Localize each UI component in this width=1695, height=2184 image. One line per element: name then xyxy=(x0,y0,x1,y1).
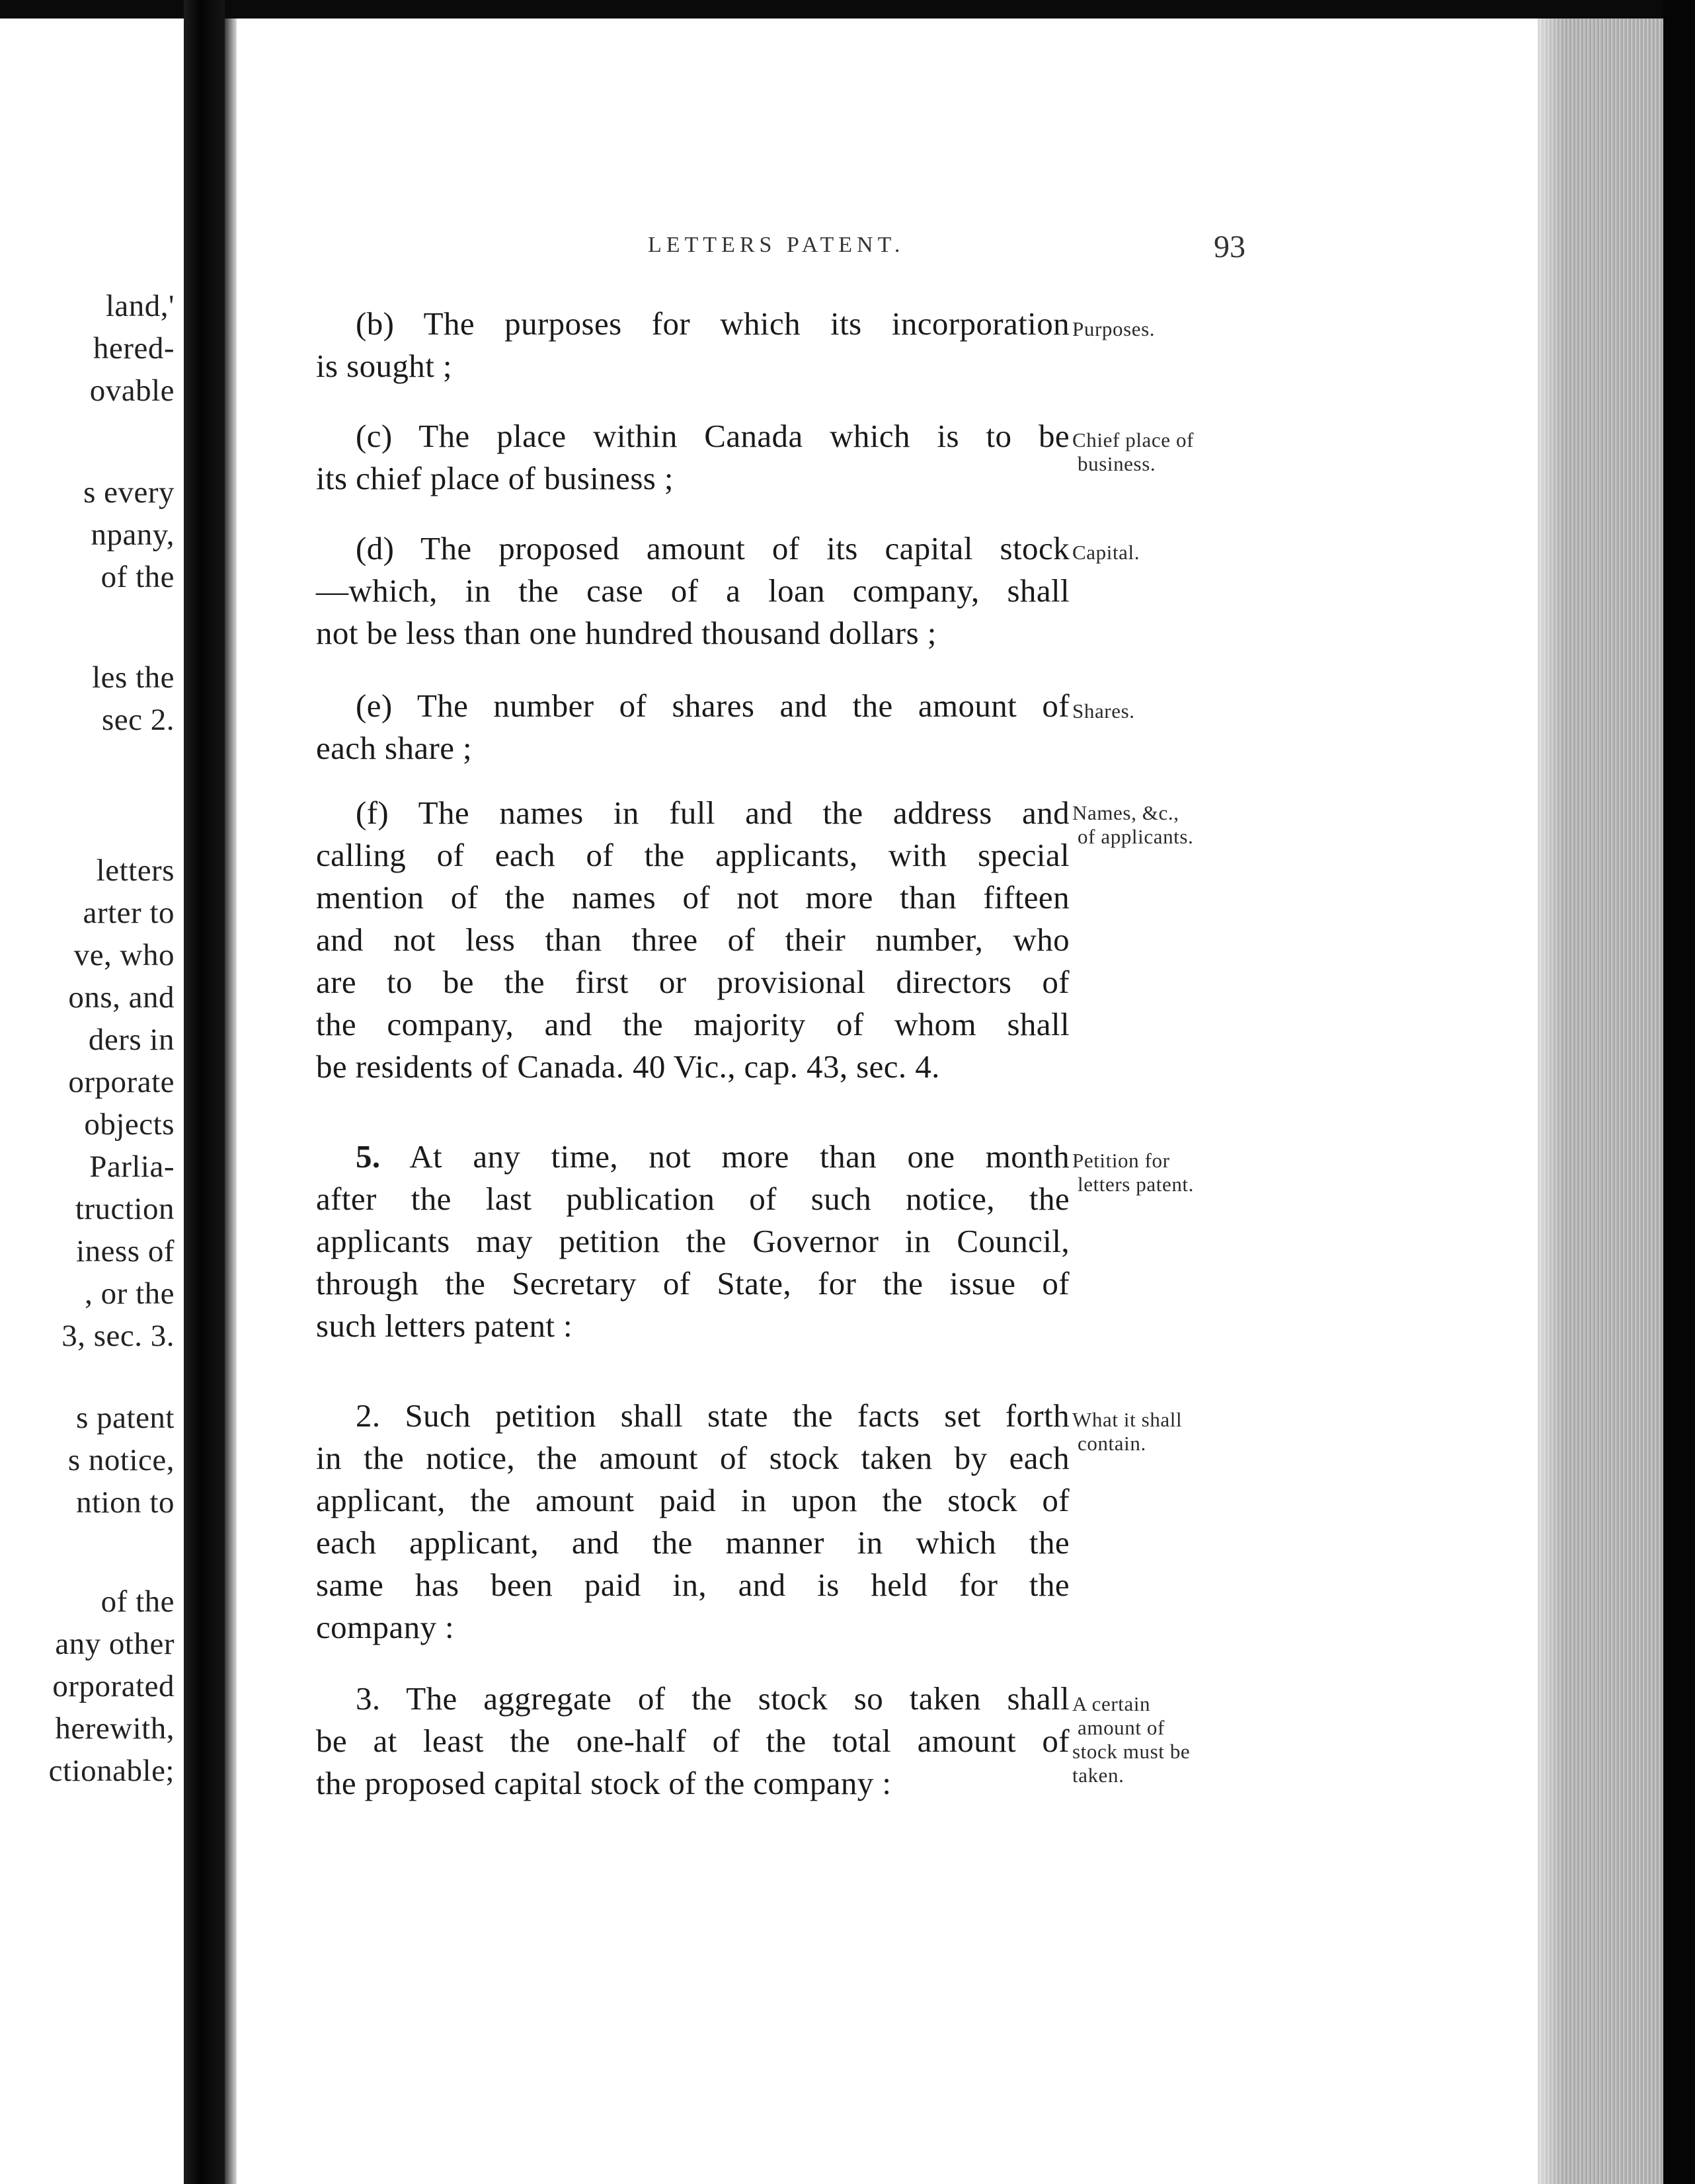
text-line: such letters patent : xyxy=(316,1307,573,1344)
subsection-3 xyxy=(316,1678,1070,1805)
text-line: applicants may petition the Governor in Council, xyxy=(316,1223,1070,1259)
text-line: are to be the first or provisional directors of xyxy=(316,964,1070,1000)
left-page-line: objects xyxy=(84,1107,175,1142)
margin-note-capital xyxy=(1072,541,1264,565)
left-page-fragment xyxy=(0,19,184,2184)
margin-note-line: Names, &c., xyxy=(1072,801,1179,824)
running-head: LETTERS PATENT. xyxy=(648,233,905,257)
margin-note-line: of applicants. xyxy=(1078,825,1194,848)
clause-b xyxy=(316,303,1070,387)
left-page-line: of the xyxy=(100,1584,175,1619)
margin-note-purposes xyxy=(1072,317,1264,341)
text-line: 2. Such petition shall state the facts set forth xyxy=(356,1397,1070,1434)
text-line: (f) The names in full and the address and xyxy=(356,795,1070,831)
margin-note-names xyxy=(1072,801,1264,849)
left-page-line: orporate xyxy=(68,1065,175,1099)
margin-note-line: contain. xyxy=(1078,1432,1146,1455)
margin-note-petition xyxy=(1072,1149,1264,1196)
margin-note-line: A certain xyxy=(1072,1692,1151,1715)
scan-right-border xyxy=(1663,0,1695,2184)
text-line: not be less than one hundred thousand dollars ; xyxy=(316,615,937,651)
margin-note-shares xyxy=(1072,699,1264,723)
text-line: applicant, the amount paid in upon the stock of xyxy=(316,1482,1070,1518)
margin-note-line: amount of xyxy=(1078,1716,1165,1739)
text-line: (b) The purposes for which its incorporation xyxy=(356,305,1070,342)
section-5 xyxy=(316,1136,1070,1347)
text-line: is sought ; xyxy=(316,348,452,384)
left-page-line: 3, sec. 3. xyxy=(61,1319,175,1353)
left-page-line: , or the xyxy=(85,1276,175,1311)
text-line: (e) The number of shares and the amount of xyxy=(356,687,1070,724)
margin-note-chief-place xyxy=(1072,428,1264,476)
margin-note-line: business. xyxy=(1078,452,1156,475)
left-page-line: ntion to xyxy=(76,1485,175,1520)
margin-note-line: Shares. xyxy=(1072,699,1135,722)
left-page-line: s patent xyxy=(76,1401,175,1435)
margin-note-stock-amount xyxy=(1072,1692,1264,1787)
margin-note-line: letters patent. xyxy=(1078,1173,1194,1196)
text-line: its chief place of business ; xyxy=(316,460,674,496)
left-page-line: ve, who xyxy=(73,938,175,972)
left-page-line: orporated xyxy=(52,1669,175,1703)
subsection-2 xyxy=(316,1395,1070,1649)
page-number: 93 xyxy=(1214,229,1245,264)
text-line: each share ; xyxy=(316,730,473,766)
text-line: through the Secretary of State, for the issue of xyxy=(316,1265,1070,1302)
text-line: (c) The place within Canada which is to be xyxy=(356,418,1070,454)
text-line: 3. The aggregate of the stock so taken shall xyxy=(356,1680,1070,1717)
text-line: after the last publication of such notice, the xyxy=(316,1181,1070,1217)
margin-note-line: What it shall xyxy=(1072,1408,1183,1431)
text-line: and not less than three of their number, who xyxy=(316,921,1070,958)
margin-note-line: Capital. xyxy=(1072,541,1140,564)
text-line: be at least the one-half of the total amount of xyxy=(316,1723,1070,1759)
margin-note-line: Purposes. xyxy=(1072,317,1156,340)
margin-note-line: Chief place of xyxy=(1072,428,1194,451)
left-page-line: letters xyxy=(96,853,175,888)
left-page-line: ctionable; xyxy=(48,1754,175,1788)
section-number: 5. xyxy=(356,1138,381,1175)
clause-e xyxy=(316,685,1070,769)
left-page-line: Parlia- xyxy=(89,1150,175,1184)
left-page-line: ovable xyxy=(89,373,175,408)
book-spine-shadow xyxy=(184,0,225,2184)
text-line: be residents of Canada. 40 Vic., cap. 43, sec. 4. xyxy=(316,1048,940,1085)
left-page-line: truction xyxy=(75,1192,175,1226)
text-line: company : xyxy=(316,1609,455,1645)
left-page-line: ders in xyxy=(88,1023,175,1057)
left-page-line: land,' xyxy=(105,289,175,323)
left-page-line: s notice, xyxy=(67,1443,175,1477)
margin-note-line: taken. xyxy=(1072,1764,1124,1787)
clause-d xyxy=(316,527,1070,654)
left-page-line: les the xyxy=(92,660,175,695)
left-page-line: ons, and xyxy=(68,980,175,1015)
left-page-line: npany, xyxy=(91,518,175,552)
left-page-line: sec 2. xyxy=(101,703,175,737)
left-page-line: any other xyxy=(55,1627,175,1661)
scan-top-border xyxy=(0,0,1695,19)
margin-note-line: Petition for xyxy=(1072,1149,1170,1172)
left-page-line: arter to xyxy=(83,896,175,930)
left-page-line: herewith, xyxy=(55,1711,175,1746)
page-edges-shade xyxy=(1538,19,1564,2184)
text-line: the proposed capital stock of the company : xyxy=(316,1765,892,1801)
clause-c xyxy=(316,415,1070,500)
text-line: calling of each of the applicants, with special xyxy=(316,837,1070,873)
text-line xyxy=(316,1136,1070,1178)
book-gutter xyxy=(225,19,237,2184)
text-line: in the notice, the amount of stock taken by each xyxy=(316,1440,1070,1476)
text-line: same has been paid in, and is held for the xyxy=(316,1567,1070,1603)
text-line: —which, in the case of a loan company, shall xyxy=(316,572,1070,609)
margin-note-line: stock must be xyxy=(1072,1740,1191,1763)
margin-note-contents xyxy=(1072,1408,1264,1456)
text-line: each applicant, and the manner in which the xyxy=(316,1524,1070,1561)
left-page-line: hered- xyxy=(93,331,175,366)
text-line: the company, and the majority of whom shall xyxy=(316,1006,1070,1042)
text-line: mention of the names of not more than fifteen xyxy=(316,879,1070,916)
clause-f xyxy=(316,792,1070,1088)
left-page-line: iness of xyxy=(76,1234,175,1268)
text-line-content: At any time, not more than one month xyxy=(409,1138,1070,1175)
text-line: (d) The proposed amount of its capital stock xyxy=(356,530,1070,566)
left-page-line: of the xyxy=(100,560,175,594)
left-page-line: s every xyxy=(83,475,175,510)
